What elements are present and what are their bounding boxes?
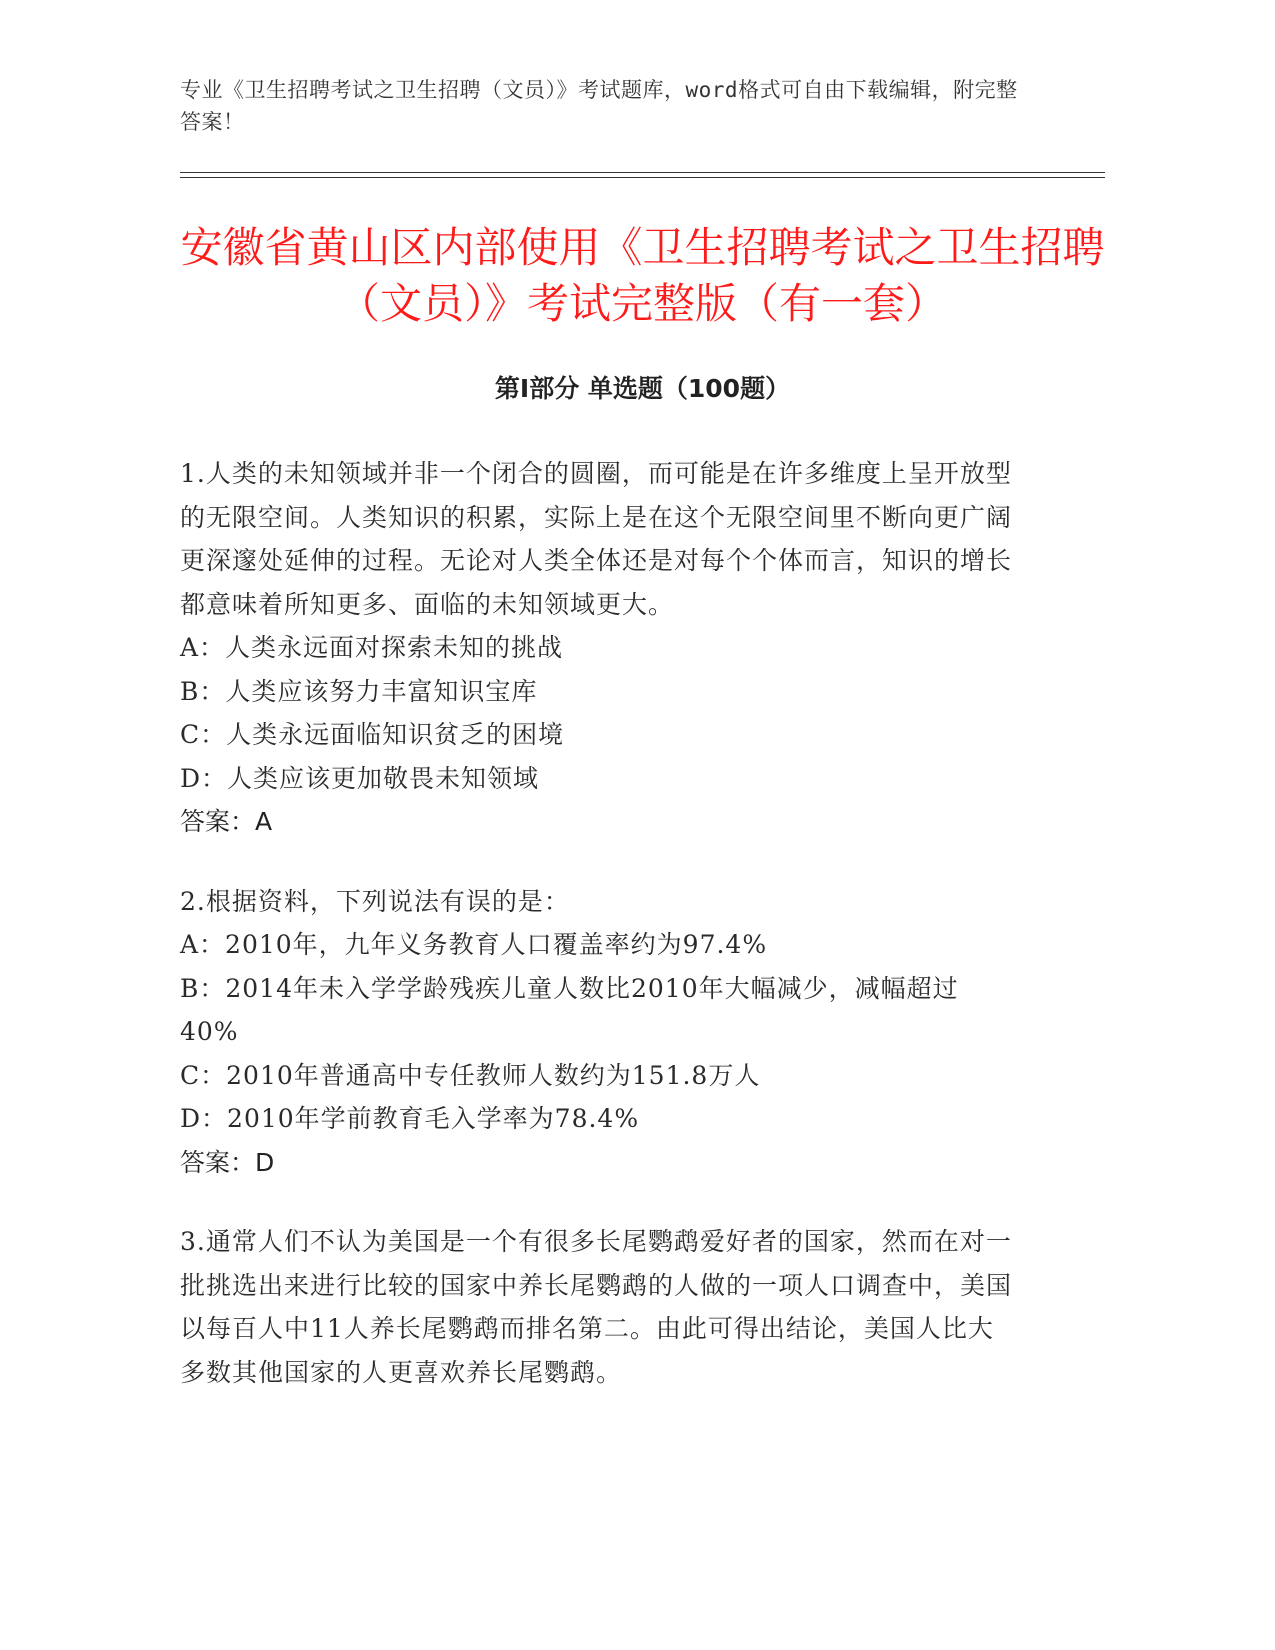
section-title: 第Ⅰ部分 单选题（100题） (494, 374, 791, 403)
question-1 (180, 452, 1015, 844)
question-2 (180, 880, 1015, 1185)
header-note: 专业《卫生招聘考试之卫生招聘（文员）》考试题库，word格式可自由下载编辑，附完整答案！ (180, 78, 1018, 134)
question-stem: 3.通常人们不认为美国是一个有很多长尾鹦鹉爱好者的国家，然而在对一批挑选出来进行比较的国家中养长尾鹦鹉的人做的一项人口调查中，美国以每百人中11人养长尾鹦鹉而排名第二。由此可得出结论，美国人比大多数其他国家的人更喜欢养长尾鹦鹉。 (180, 1227, 1013, 1387)
option-d: D：人类应该更加敬畏未知领域 (180, 763, 540, 793)
answer: 答案：D (180, 1147, 275, 1177)
option-a: A：2010年，九年义务教育人口覆盖率约为97.4% (180, 930, 768, 959)
header-divider-secondary (180, 177, 1105, 178)
question-stem: 1.人类的未知领域并非一个闭合的圆圈，而可能是在许多维度上呈开放型的无限空间。人类知识的积累，实际上是在这个无限空间里不断向更广阔更深邃处延伸的过程。无论对人类全体还是对每个个体而言，知识的增长都意味着所知更多、面临的未知领域更大。 (180, 459, 1013, 619)
option-b: B：人类应该努力丰富知识宝库 (180, 676, 538, 706)
option-d: D：2010年学前教育毛入学率为78.4% (180, 1104, 640, 1133)
question-3 (180, 1220, 1015, 1394)
answer: 答案：A (180, 807, 273, 836)
option-b: B：2014年未入学学龄残疾儿童人数比2010年大幅减少，减幅超过40% (180, 973, 959, 1046)
document-title: 安徽省黄山区内部使用《卫生招聘考试之卫生招聘（文员）》考试完整版（有一套） (180, 223, 1105, 328)
option-a: A：人类永远面对探索未知的挑战 (180, 633, 564, 662)
option-c: C：2010年普通高中专任教师人数约为151.8万人 (180, 1060, 761, 1090)
question-list (180, 452, 1015, 1430)
option-c: C：人类永远面临知识贫乏的困境 (180, 720, 565, 749)
question-stem: 2.根据资料，下列说法有误的是： (180, 886, 570, 916)
header-divider (180, 172, 1105, 173)
